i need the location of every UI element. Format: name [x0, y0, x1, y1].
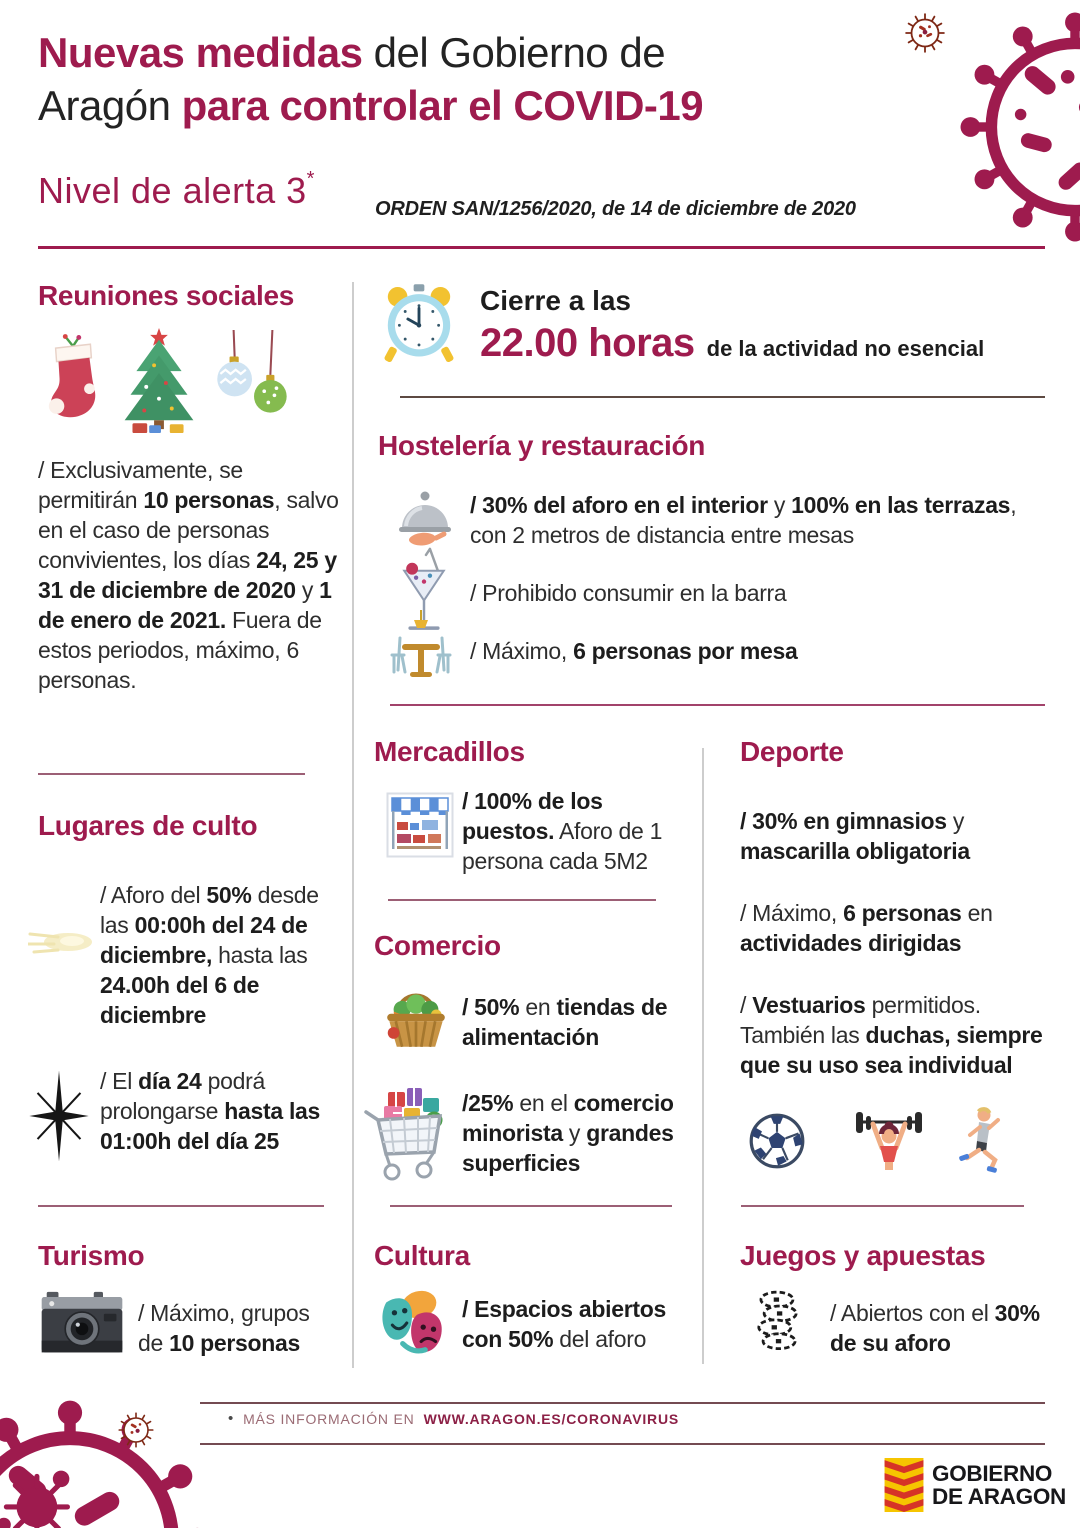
poker-chips-icon — [752, 1290, 804, 1354]
title-line-2: Aragón para controlar el COVID-19 — [38, 82, 704, 129]
mercadillos-item-text: / 100% de los puestos. Aforo de 1 persona cada 5M2 — [462, 788, 663, 874]
theater-masks-icon — [378, 1286, 452, 1358]
alarm-clock-icon — [378, 280, 460, 367]
section-title-reuniones: Reuniones sociales — [38, 280, 295, 311]
logo-text: GOBIERNO DE ARAGON — [932, 1461, 1066, 1509]
alert-level: Nivel de alerta 3* — [38, 168, 315, 211]
hosteleria-item-text: / 30% del aforo en el interior y 100% en las terrazas, con 2 metros de distancia entre mesas — [470, 492, 1017, 548]
footer-divider — [200, 1443, 1045, 1445]
divider — [388, 899, 656, 901]
lugares-item-text: / Aforo del 50% desde las 00:00h del 24 de diciembre, hasta las 24.00h del 6 de diciembre — [100, 882, 319, 1028]
section-title-juegos: Juegos y apuestas — [740, 1240, 986, 1271]
section-title-mercadillos: Mercadillos — [374, 736, 525, 767]
hosteleria-item-text: / Prohibido consumir en la barra — [470, 580, 787, 606]
alert-asterisk: * — [306, 168, 315, 190]
divider — [390, 1205, 672, 1207]
title-line-1: Nuevas medidas del Gobierno de — [38, 29, 666, 76]
deporte-item-text: / 30% en gimnasios y mascarilla obligatoria — [740, 808, 970, 864]
virus-small-icon — [112, 1406, 160, 1454]
header-divider — [38, 246, 1045, 249]
divider — [390, 704, 1045, 706]
shopping-cart-icon — [360, 1082, 454, 1184]
aragon-flag-icon — [884, 1458, 924, 1512]
section-title-comercio: Comercio — [374, 930, 501, 961]
virus-icon — [0, 1400, 210, 1528]
runner-icon — [952, 1106, 1008, 1176]
christmas-ornaments-icon — [212, 330, 294, 430]
footer-info-prefix: MÁS INFORMACIÓN EN — [243, 1410, 415, 1427]
weightlifting-icon — [850, 1108, 928, 1174]
footer-divider — [200, 1402, 1045, 1404]
footer-info-url: WWW.ARAGON.ES/CORONAVIRUS — [423, 1410, 679, 1427]
christmas-stocking-icon — [44, 330, 102, 430]
food-basket-icon — [380, 986, 452, 1050]
section-title-hosteleria: Hostelería y restauración — [378, 430, 706, 461]
closure-suffix: de la actividad no esencial — [706, 336, 985, 361]
reuniones-text: / Exclusivamente, se permitirán 10 personas, salvo en el caso de personas convivientes, los días 24, 25 y 31 de diciembre de 2020 y 1 de enero de 2021. Fuera de estos periodos, máximo, 6 personas. — [38, 457, 339, 693]
divider — [741, 1205, 1024, 1207]
column-divider-right — [702, 748, 704, 1364]
turismo-item-text: / Máximo, grupos de 10 personas — [138, 1300, 310, 1356]
section-title-cultura: Cultura — [374, 1240, 470, 1271]
juegos-item-text: / Abiertos con el 30% de su aforo — [830, 1300, 1040, 1356]
soccer-ball-icon — [748, 1112, 806, 1170]
table-chairs-icon — [388, 608, 454, 686]
section-title-turismo: Turismo — [38, 1240, 145, 1271]
serving-cloche-icon — [396, 488, 454, 550]
comercio-item-text: /25% en el comercio minorista y grandes superficies — [462, 1090, 674, 1176]
lugares-item-text: / El día 24 podrá prolongarse hasta las 01:00h del día 25 — [100, 1068, 321, 1154]
camera-icon — [40, 1290, 124, 1356]
order-reference: ORDEN SAN/1256/2020, de 14 de diciembre de 2020 — [375, 198, 856, 220]
bethlehem-star-icon — [26, 1060, 92, 1172]
cultura-item-text: / Espacios abiertos con 50% del aforo — [462, 1296, 666, 1352]
market-stall-icon — [386, 792, 454, 858]
christmas-tree-icon — [116, 326, 202, 436]
divider — [38, 1205, 324, 1207]
column-divider-left — [352, 282, 354, 1368]
divider — [400, 396, 1045, 398]
closure-block — [480, 285, 984, 366]
footer-info — [228, 1410, 679, 1427]
comercio-item-text: / 50% en tiendas de alimentación — [462, 994, 668, 1050]
deporte-item-text: / Máximo, 6 personas en actividades dirigidas — [740, 900, 993, 956]
virus-icon — [950, 12, 1080, 242]
bullet-icon: • — [228, 1410, 235, 1427]
page-title — [38, 26, 703, 132]
comet-icon — [28, 920, 94, 962]
deporte-item-text: / Vestuarios permitidos. También las duchas, siempre que su uso sea individual — [740, 992, 1043, 1078]
virus-small-icon — [898, 6, 952, 60]
closure-line1: Cierre a las — [480, 285, 631, 316]
divider — [38, 773, 305, 775]
hosteleria-item-text: / Máximo, 6 personas por mesa — [470, 638, 798, 664]
section-title-lugares: Lugares de culto — [38, 810, 258, 841]
section-title-deporte: Deporte — [740, 736, 844, 767]
closure-time: 22.00 horas — [480, 321, 695, 365]
gobierno-aragon-logo — [884, 1458, 1066, 1512]
